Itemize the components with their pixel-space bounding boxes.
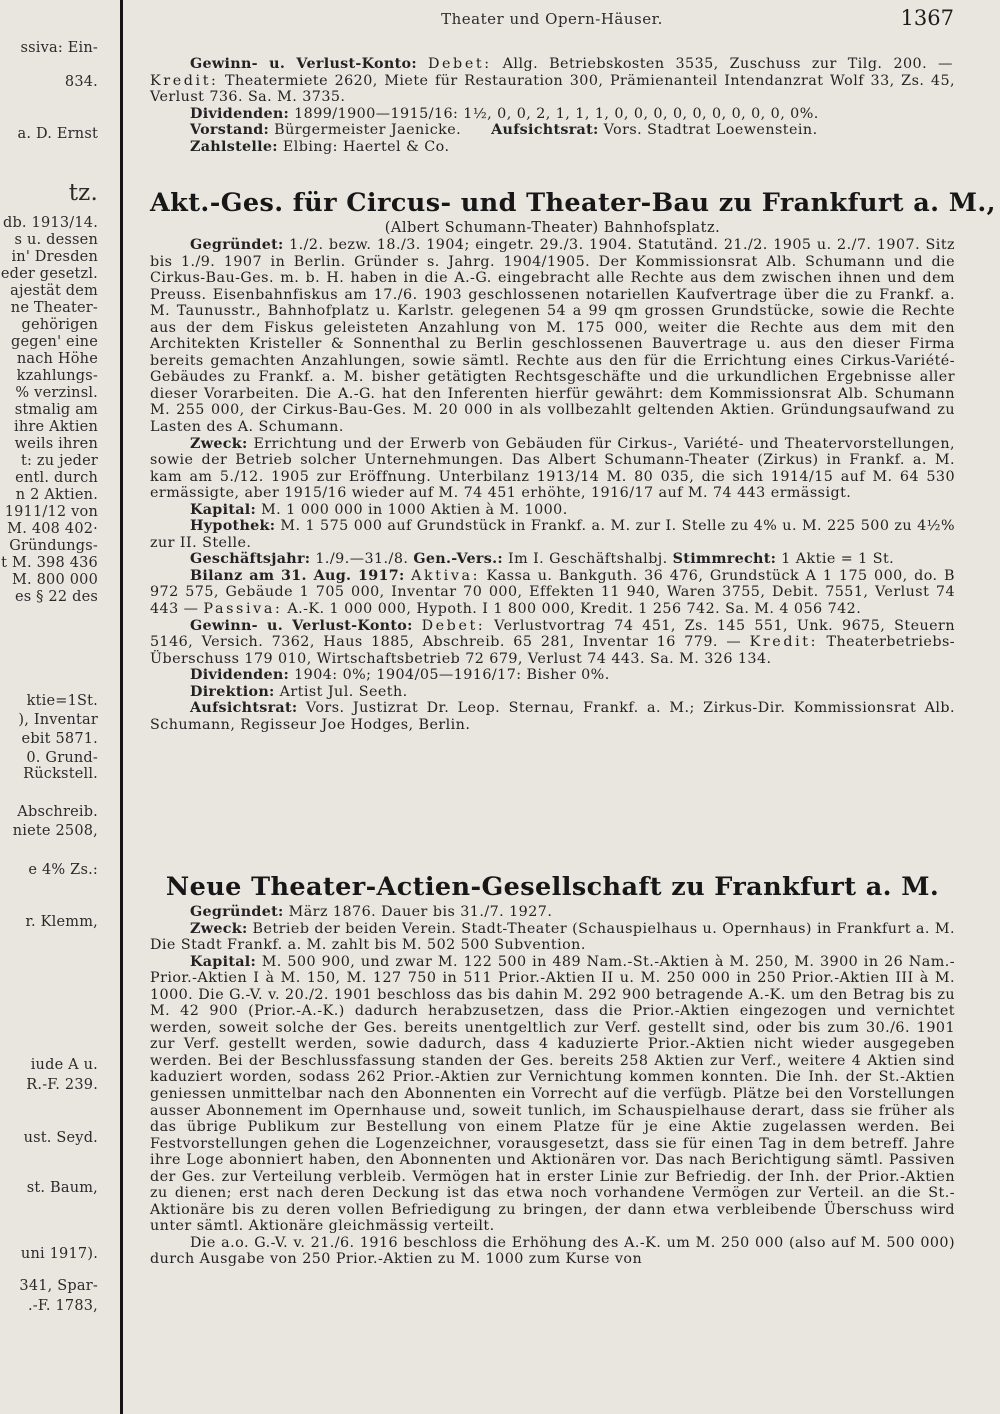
fragment-line: iude A u. <box>30 1057 98 1073</box>
zweck-paragraph <box>150 921 955 954</box>
field-value: 1./9.—31./8. <box>315 551 409 568</box>
bilanz-paragraph <box>150 568 955 618</box>
kapitalerhoehung-paragraph: Die a.o. G.-V. v. 21./6. 1916 beschloss die Erhöhung des A.-K. um M. 250 000 (also auf M. 500 000) durch Ausgabe von 250 Prior.-Aktien zu M. 1000 zum Kurse von <box>150 1234 955 1268</box>
fragment-line: 834. <box>64 74 98 90</box>
previous-column-fragment <box>0 0 112 1414</box>
field-value: Vors. Stadtrat Loewenstein. <box>603 122 818 139</box>
field-label: Direktion: <box>190 683 275 700</box>
fragment-line: M. 800 000 <box>11 572 98 588</box>
field-value: Vors. Justizrat Dr. Leop. Sternau, Frankf. a. M.; Zirkus-Dir. Kommissionsrat Alb. Schumann, Regisseur Joe Hodges, Berlin. <box>150 700 955 733</box>
fragment-line: stmalig am <box>14 402 98 418</box>
field-label: Gegründet: <box>190 237 284 253</box>
field-value: 1899/1900—1915/16: 1½, 0, 0, 2, 1, 1, 1, 0, 0, 0, 0, 0, 0, 0, 0, 0, 0%. <box>294 105 819 122</box>
vorstand-paragraph <box>150 122 955 139</box>
field-label: Stimmrecht: <box>672 551 777 568</box>
gewinn-verlust-paragraph <box>150 56 955 106</box>
entry-title: Akt.-Ges. für Circus- und Theater-Bau zu Frankfurt a. M., <box>150 188 996 218</box>
field-value: Kassa u. Bankguth. 36 476, Grundstück A 1 175 000, do. B 972 575, Gebäude 1 705 000, Inventar 70 000, Effekten 11 940, Waren 3755, Debit. 7551, Verlust 74 443 — <box>150 567 955 618</box>
gegruendet-paragraph <box>150 237 955 436</box>
page-header <box>150 6 954 32</box>
field-value: Im I. Geschäftshalbj. <box>507 551 668 568</box>
field-label: Gegründet: <box>190 904 284 920</box>
field-label: Bilanz am 31. Aug. 1917: <box>190 567 405 584</box>
previous-entry-tail <box>150 56 955 155</box>
field-label: Gewinn- u. Verlust-Konto: <box>190 617 413 634</box>
fragment-line: nach Höhe <box>16 351 98 367</box>
fragment-line: n 2 Aktien. <box>15 487 98 503</box>
fragment-line: kzahlungs- <box>16 368 98 384</box>
fragment-line: st. Baum, <box>26 1180 98 1196</box>
fragment-line: t M. 398 436 <box>1 555 98 571</box>
fragment-line: t: zu jeder <box>21 453 98 469</box>
fragment-line: % verzinsl. <box>15 385 98 401</box>
fragment-line: ktie=1St. <box>26 693 98 709</box>
gewinn-verlust-paragraph <box>150 618 955 668</box>
fragment-line: ajestät dem <box>10 283 98 299</box>
fragment-line: ebit 5871. <box>21 731 98 747</box>
fragment-line: tz. <box>68 180 98 206</box>
fragment-line: 0. Grund- <box>26 750 98 766</box>
field-label: Kapital: <box>190 501 257 518</box>
field-label: Geschäftsjahr: <box>190 551 311 568</box>
fragment-line: Gründungs- <box>9 538 98 554</box>
fragment-line: es § 22 des <box>14 589 98 605</box>
field-value: Betrieb der beiden Verein. Stadt-Theater (Schauspielhaus u. Opernhaus) in Frankfurt a. M. Die Stadt Frankf. a. M. zahlt bis M. 502 500 Subvention. <box>150 920 955 954</box>
debet-label: Debet: <box>427 56 492 72</box>
fragment-line: db. 1913/14. <box>2 215 98 231</box>
fragment-line: weils ihren <box>14 436 98 452</box>
field-label: Zweck: <box>190 920 248 937</box>
gegruendet-paragraph <box>150 904 955 921</box>
field-value: Verlustvortrag 74 451, Zs. 145 551, Unk. 9675, Steuern 5146, Versich. 7362, Haus 1885, Abschreib. 65 281, Inventar 16 779. — <box>150 617 955 651</box>
zahlstelle-paragraph <box>150 139 955 156</box>
kredit-label: Kredit: <box>749 634 819 651</box>
hypothek-paragraph <box>150 518 955 551</box>
field-label: Dividenden: <box>190 105 290 122</box>
page-number: 1367 <box>900 6 954 30</box>
fragment-line: r. Klemm, <box>25 914 98 930</box>
kapital-paragraph <box>150 954 955 1235</box>
zweck-paragraph <box>150 436 955 502</box>
fragment-line: 1911/12 von <box>4 504 98 520</box>
fragment-line: ne Theater- <box>10 300 98 316</box>
fragment-line: entl. durch <box>15 470 98 486</box>
entry-subtitle: (Albert Schumann-Theater) Bahnhofsplatz. <box>384 220 721 236</box>
field-value: Artist Jul. Seeth. <box>279 683 408 700</box>
field-value: Elbing: Haertel & Co. <box>282 138 450 155</box>
fragment-line: gegen' eine <box>11 334 98 350</box>
fragment-line: uni 1917). <box>20 1246 98 1262</box>
field-value: Bürgermeister Jaenicke. <box>274 122 462 139</box>
kredit-label: — Kredit: <box>150 56 955 89</box>
field-label: Vorstand: <box>190 122 270 139</box>
column-rule <box>120 0 123 1414</box>
field-value: Allg. Betriebskosten 3535, Zuschuss zur Tilg. 200. <box>502 56 928 72</box>
field-label: Zahlstelle: <box>190 138 278 155</box>
fragment-line: gehörigen <box>21 317 98 333</box>
field-value: M. 1 000 000 in 1000 Aktien à M. 1000. <box>261 501 568 518</box>
dividenden-paragraph <box>150 667 955 684</box>
field-value: Errichtung und der Erwerb von Gebäuden für Cirkus-, Variété- und Theatervorstellungen, sowie der Betrieb solcher Unternehmungen. Das Albert Schumann-Theater (Zirkus) in Frankf. a. M. kam am 5./12. 1905 zur Eröffnung. Unterbilanz 1913/14 M. 80 035, die sich 1914/15 auf M. 64 530 ermässigte, aber 1915/16 wieder auf M. 74 451 erhöhte, 1916/17 auf M. 74 443 ermässigt. <box>150 435 955 502</box>
fragment-line: R.-F. 239. <box>26 1077 98 1093</box>
field-value: 1 Aktie = 1 St. <box>781 551 895 568</box>
fragment-line: 341, Spar- <box>19 1278 98 1294</box>
kapital-paragraph <box>150 502 955 519</box>
field-value: Theatermiete 2620, Miete für Restauration 300, Prämienanteil Intendanzrat Wolf 33, Zs. 45, Verlust 736. Sa. M. 3735. <box>150 72 955 106</box>
fragment-line: Rückstell. <box>23 766 98 782</box>
field-value: 1./2. bezw. 18./3. 1904; eingetr. 29./3. 1904. Statutänd. 21./2. 1905 u. 2./7. 1907. Sitz bis 1./9. 1907 in Berlin. Gründer s. Jahrg. 1904/1905. Der Kommissionsrat Alb. Schumann und die Cirkus-Bau-Ges. m. b. H. haben in die A.-G. eingebracht alle Rechte aus dem zwischen ihnen und dem Preuss. Eisenbahnfiskus am 17./6. 1903 geschlossenen notariellen Kaufvertrage über die zu Frankf. a. M. Taunusstr., Bahnhofplatz u. Karlstr. gelegenen 54 a 99 qm grossen Grundstücke, sowie die Rechte aus der dem Fiskus geleisteten Anzahlung von M. 175 000, weiter die Rechte aus dem mit den Architekten Kristeller & Sonnenthal zu Berlin geschlossenen Bauvertrage u. aus den dieser Firma bereits gemachten Anzahlungen, sowie sämtl. Rechte aus den für die Errichtung eines Cirkus-Variété-Gebäudes zu Frankf. a. M. bisher getätigten Rechtsgeschäfte und die urkundlichen Ergebnisse aller dieser Vorarbeiten. Die A.-G. hat den Inferenten hierfür gewährt: dem Kommissionsrat Alb. Schumann M. 255 000, der Cirkus-Bau-Ges. M. 20 000 in als vollbezahlt geltenden Aktien. Gründungsaufwand zu Lasten des A. Schumann. <box>150 237 955 436</box>
entry-neue-theater-actien-gesellschaft <box>150 870 955 1268</box>
fragment-line: a. D. Ernst <box>17 126 98 142</box>
aktiva-label: Aktiva: <box>411 567 481 584</box>
field-label: Gewinn- u. Verlust-Konto: <box>190 56 417 72</box>
running-title: Theater und Opern-Häuser. <box>441 10 663 28</box>
field-value: A.-K. 1 000 000, Hypoth. I 1 800 000, Kredit. 1 256 742. Sa. M. 4 056 742. <box>287 601 862 618</box>
fragment-line: e 4% Zs.: <box>28 862 98 878</box>
passiva-label: Passiva: <box>203 601 283 618</box>
field-label: Zweck: <box>190 435 248 452</box>
direktion-paragraph <box>150 684 955 701</box>
dividenden-paragraph <box>150 106 955 123</box>
fragment-line: s u. dessen <box>14 232 98 248</box>
field-label: Aufsichtsrat: <box>190 700 298 717</box>
field-label: Aufsichtsrat: <box>491 122 599 139</box>
fragment-line: ihre Aktien <box>14 419 98 435</box>
fragment-line: ust. Seyd. <box>23 1130 98 1146</box>
fragment-line: eder gesetzl. <box>0 266 98 282</box>
fragment-line: ), Inventar <box>18 712 98 728</box>
fragment-line: ssiva: Ein- <box>20 40 98 56</box>
fragment-line: Abschreib. <box>17 804 98 820</box>
fragment-line: niete 2508, <box>12 823 98 839</box>
field-value: Theaterbetriebs-Überschuss 179 010, Wirtschaftsbetrieb 72 679, Verlust 74 443. Sa. M. 326 134. <box>150 634 956 667</box>
field-value: 1904: 0%; 1904/05—1916/17: Bisher 0%. <box>294 667 610 684</box>
aufsichtsrat-paragraph <box>150 700 955 733</box>
fragment-line: in' Dresden <box>11 249 98 265</box>
field-value: M. 500 900, und zwar M. 122 500 in 489 Nam.-St.-Aktien à M. 250, M. 3900 in 26 Nam.-Prior.-Aktien I à M. 150, M. 127 750 in 511 Prior.-Aktien II u. M. 250 000 in 250 Prior.-Aktien III à M. 1000. Die G.-V. v. 20./2. 1901 beschloss das bis dahin M. 292 900 betragende A.-K. um den Betrag bis zu M. 42 900 (Prior.-A.-K.) dadurch herabzusetzen, dass die Prior.-Aktien eingezogen und vernichtet werden, soweit solche der Ges. bereits unentgeltlich zur Verf. gestellt sind, oder bis zum 30./6. 1901 zur Verf. gestellt werden, sowie dadurch, dass 4 kaduzierte Prior.-Aktien nicht wieder ausgegeben werden. Bei der Beschlussfassung standen der Ges. bereits 258 Aktien zur Verf., weitere 4 Aktien sind kaduziert worden, sodass 262 Prior.-Aktien zur Vernichtung kommen konnten. Die Inh. der St.-Aktien geniessen unmittelbar nach den Abonnenten ein Vorrecht auf die verfügb. Plätze bei den Vorstellungen ausser Abonnement im Opernhause und, soweit tunlich, im Schauspielhause derart, dass sie früher als das übrige Publikum zur Bestellung von einem Platze für je eine Aktie zugelassen werden. Bei Festvorstellungen gehen die Logenzeichner, vorausgesetzt, dass sie für einen Tag in dem betreff. Jahre ihre Loge abonniert haben, den Abonnenten und Aktionären vor. Das nach Berichtigung sämtl. Passiven der Ges. zur Verteilung verbleib. Vermögen hat in erster Linie zur Befriedig. der Inh. der Prior.-Aktien zu dienen; erst nach deren Deckung ist das etwa noch vorhandene Vermögen zur Verteil. an die St.-Aktionäre bis zu deren vollen Befriedigung zu bringen, der dann etwa verbleibende Überschuss wird unter sämtl. Aktionäre gleichmässig verteilt. <box>150 953 955 1235</box>
field-value: März 1876. Dauer bis 31./7. 1927. <box>288 904 553 920</box>
entry-title: Neue Theater-Actien-Gesellschaft zu Frankfurt a. M. <box>165 872 940 902</box>
fragment-line: .-F. 1783, <box>27 1298 98 1314</box>
field-label: Hypothek: <box>190 518 276 535</box>
debet-label: Debet: <box>421 617 486 634</box>
field-value: M. 1 575 000 auf Grundstück in Frankf. a. M. zur I. Stelle zu 4% u. M. 225 500 zu 4½% zur II. Stelle. <box>150 518 955 551</box>
fragment-line: M. 408 402· <box>7 521 98 537</box>
entry-circus-theater-bau <box>150 186 996 733</box>
field-label: Kapital: <box>190 953 257 970</box>
field-label: Gen.-Vers.: <box>413 551 503 568</box>
geschaeftsjahr-paragraph <box>150 551 955 568</box>
field-label: Dividenden: <box>190 667 290 684</box>
